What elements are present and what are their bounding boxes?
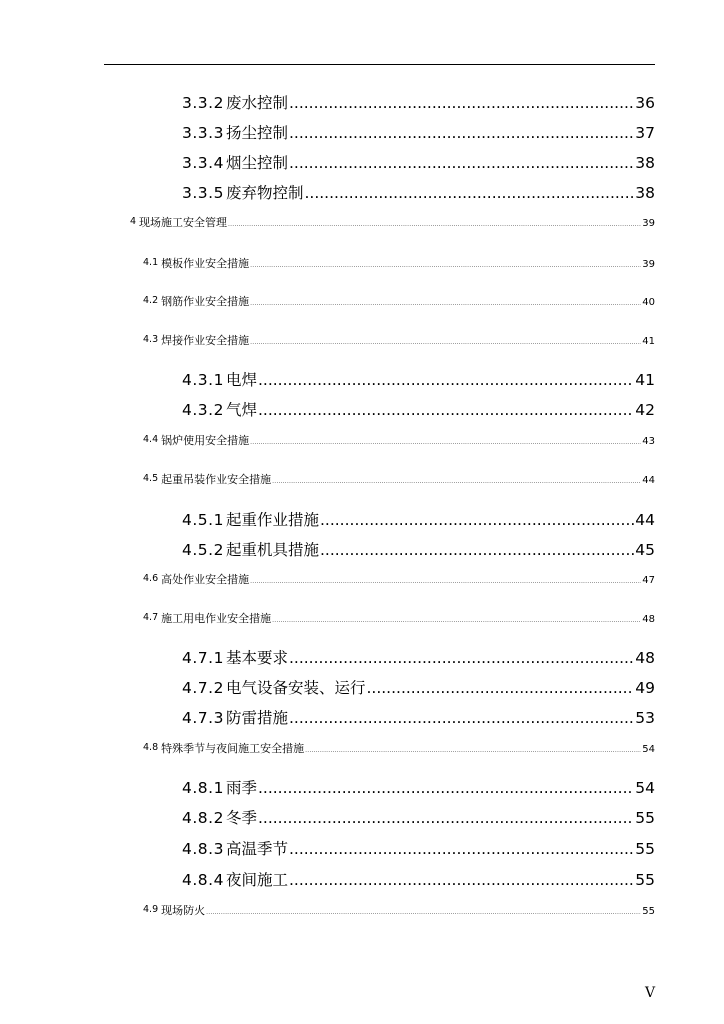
dot-leader [305, 747, 641, 754]
dot-leader [250, 300, 641, 307]
toc-page-number: 44 [635, 511, 655, 529]
toc-entry[interactable] [182, 538, 655, 562]
toc-number: 4.7 [143, 612, 159, 623]
toc-title: 起重吊装作业安全措施 [161, 473, 272, 486]
toc-entry[interactable] [182, 508, 655, 532]
toc-entry[interactable] [182, 837, 655, 861]
dot-leader [258, 779, 634, 797]
toc-entry[interactable] [182, 776, 655, 800]
toc-page-number: 36 [635, 94, 655, 112]
toc-page-number: 55 [635, 871, 655, 889]
toc-title: 废弃物控制 [225, 184, 304, 202]
toc-number: 3.3.3 [182, 124, 224, 142]
toc-entry[interactable] [182, 91, 655, 115]
toc-page-number: 55 [635, 809, 655, 827]
toc-page-number: 37 [635, 124, 655, 142]
toc-entry[interactable] [143, 740, 655, 756]
toc-title: 高温季节 [225, 840, 288, 858]
toc-number: 4.6 [143, 573, 159, 584]
toc-page-number: 54 [635, 779, 655, 797]
toc-number: 4.8.1 [182, 779, 224, 797]
toc-title: 电气设备安装、运行 [225, 679, 366, 697]
toc-entry[interactable] [182, 151, 655, 175]
toc-entry[interactable] [143, 332, 655, 348]
toc-number: 4.5.1 [182, 511, 224, 529]
toc-entry[interactable] [182, 121, 655, 145]
toc-page-number: 40 [642, 297, 655, 308]
toc-number: 3.3.4 [182, 154, 224, 172]
toc-entry[interactable] [143, 571, 655, 587]
dot-leader [250, 339, 641, 346]
dot-leader [228, 221, 641, 228]
toc-title: 烟尘控制 [225, 154, 288, 172]
toc-number: 4.5.2 [182, 541, 224, 559]
toc-title: 焊接作业安全措施 [161, 334, 250, 347]
dot-leader [289, 871, 634, 889]
toc-title: 废水控制 [225, 94, 288, 112]
toc-entry[interactable] [143, 610, 655, 626]
toc-title: 起重机具措施 [225, 541, 319, 559]
toc-title: 现场施工安全管理 [139, 216, 228, 229]
dot-leader [250, 439, 641, 446]
toc-title: 模板作业安全措施 [161, 257, 250, 270]
toc-page-number: 45 [635, 541, 655, 559]
toc-entry[interactable] [182, 646, 655, 670]
toc-page-number: 48 [642, 614, 655, 625]
toc-title: 锅炉使用安全措施 [161, 434, 250, 447]
toc-page-number: 54 [642, 744, 655, 755]
toc-number: 3.3.5 [182, 184, 224, 202]
toc-entry[interactable] [143, 293, 655, 309]
toc-entry[interactable] [182, 706, 655, 730]
dot-leader [258, 401, 634, 419]
toc-number: 4.9 [143, 904, 159, 915]
dot-leader [272, 617, 641, 624]
dot-leader [258, 371, 634, 389]
toc-page-number: 47 [642, 575, 655, 586]
toc-page-number: 43 [642, 436, 655, 447]
toc-title: 雨季 [225, 779, 257, 797]
header-rule [104, 64, 655, 65]
dot-leader [250, 578, 641, 585]
toc-title: 钢筋作业安全措施 [161, 295, 250, 308]
dot-leader [289, 840, 634, 858]
toc-entry[interactable] [182, 868, 655, 892]
toc-number: 4.5 [143, 473, 159, 484]
toc-entry[interactable] [182, 398, 655, 422]
toc-page-number: 39 [642, 218, 655, 229]
toc-page-number: 49 [635, 679, 655, 697]
toc-title: 扬尘控制 [225, 124, 288, 142]
toc-number: 4.3 [143, 334, 159, 345]
toc-page-number: 38 [635, 184, 655, 202]
dot-leader [289, 154, 634, 172]
toc-entry[interactable] [182, 368, 655, 392]
toc-number: 4.3.1 [182, 371, 224, 389]
toc-number: 4.2 [143, 295, 159, 306]
toc-number: 4.4 [143, 434, 159, 445]
toc-number: 4.7.1 [182, 649, 224, 667]
dot-leader [289, 94, 634, 112]
toc-title: 冬季 [225, 809, 257, 827]
toc-entry[interactable] [143, 471, 655, 487]
toc-number: 4.7.2 [182, 679, 224, 697]
toc-entry[interactable] [143, 255, 655, 271]
toc-number: 4.8.3 [182, 840, 224, 858]
toc-entry[interactable] [143, 432, 655, 448]
toc-number: 4.8.4 [182, 871, 224, 889]
toc-page-number: 39 [642, 259, 655, 270]
toc-title: 防雷措施 [225, 709, 288, 727]
dot-leader [289, 649, 634, 667]
toc-title: 现场防火 [161, 904, 206, 917]
toc-page-number: 42 [635, 401, 655, 419]
page-number: V [645, 985, 656, 1001]
toc-number: 4.8 [143, 742, 159, 753]
toc-title: 施工用电作业安全措施 [161, 612, 272, 625]
dot-leader [304, 184, 634, 202]
dot-leader [258, 809, 634, 827]
toc-page-number: 55 [642, 906, 655, 917]
dot-leader [320, 541, 634, 559]
toc-entry[interactable] [182, 676, 655, 700]
toc-page-number: 55 [635, 840, 655, 858]
toc-page-number: 53 [635, 709, 655, 727]
toc-entry[interactable] [130, 214, 655, 230]
toc-number: 3.3.2 [182, 94, 224, 112]
dot-leader [289, 124, 634, 142]
toc-title: 特殊季节与夜间施工安全措施 [161, 742, 305, 755]
toc-title: 基本要求 [225, 649, 288, 667]
toc-page-number: 44 [642, 475, 655, 486]
toc-entry[interactable] [182, 181, 655, 205]
toc-title: 夜间施工 [225, 871, 288, 889]
dot-leader [206, 909, 641, 916]
toc-title: 高处作业安全措施 [161, 573, 250, 586]
toc-title: 气焊 [225, 401, 257, 419]
dot-leader [366, 679, 634, 697]
toc-title: 电焊 [225, 371, 257, 389]
toc-page-number: 41 [642, 336, 655, 347]
toc-entry[interactable] [143, 902, 655, 918]
toc-number: 4.1 [143, 257, 159, 268]
toc-number: 4 [130, 216, 137, 227]
toc-page-number: 41 [635, 371, 655, 389]
toc-number: 4.7.3 [182, 709, 224, 727]
toc-number: 4.8.2 [182, 809, 224, 827]
dot-leader [272, 478, 641, 485]
toc-title: 起重作业措施 [225, 511, 319, 529]
toc-page-number: 48 [635, 649, 655, 667]
dot-leader [320, 511, 634, 529]
toc-number: 4.3.2 [182, 401, 224, 419]
dot-leader [289, 709, 634, 727]
toc-entry[interactable] [182, 806, 655, 830]
dot-leader [250, 262, 641, 269]
toc-page-number: 38 [635, 154, 655, 172]
